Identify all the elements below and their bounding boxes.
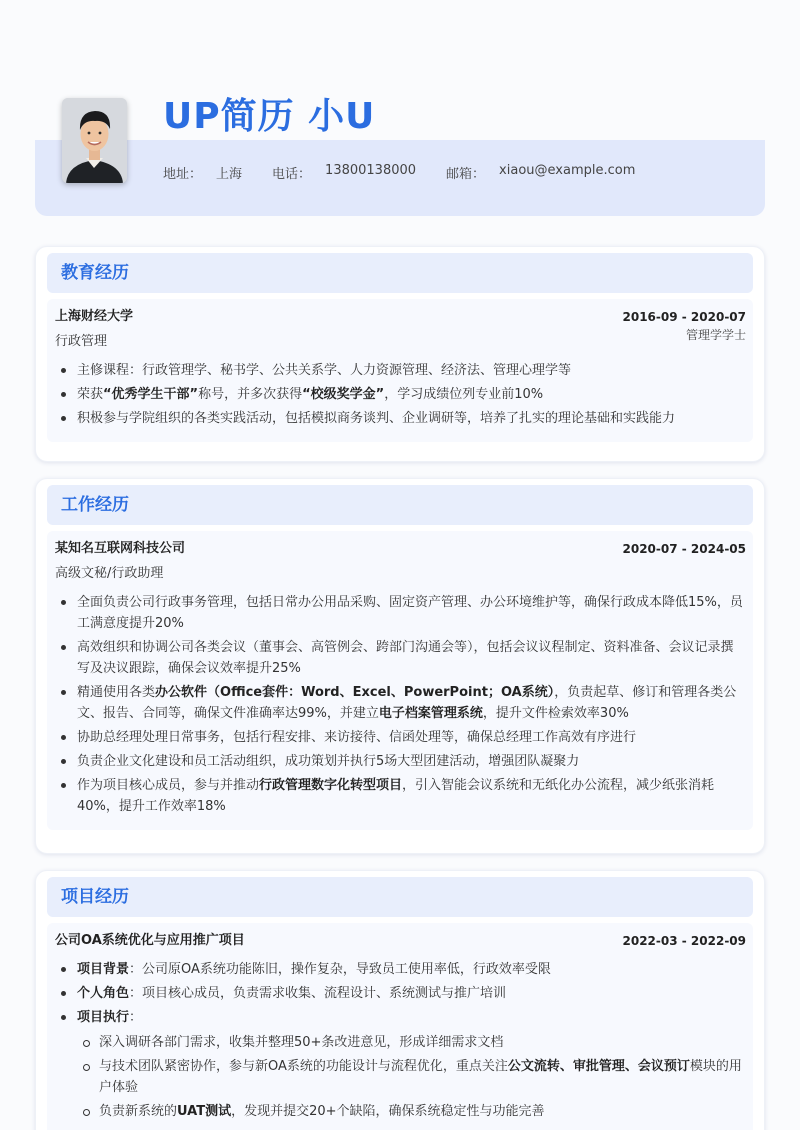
school-name: 上海财经大学 bbox=[55, 309, 134, 324]
list-item: 全面负责公司行政事务管理，包括日常办公用品采购、固定资产管理、办公环境维护等，确保行政成本降低15%，员工满意度提升20% bbox=[55, 592, 745, 634]
work-title: 工作经历 bbox=[47, 485, 753, 525]
project-bullets bbox=[55, 959, 745, 1122]
list-item: 高效组织和协调公司各类会议（董事会、高管例会、跨部门沟通会等），包括会议议程制定、资料准备、会议记录撰写及决议跟踪，确保会议效率提升25% bbox=[55, 637, 745, 679]
execution-colon: ： bbox=[129, 1010, 143, 1025]
list-item bbox=[55, 983, 745, 1004]
phone-label: 电话： bbox=[272, 167, 312, 182]
education-entry bbox=[47, 299, 753, 442]
list-item bbox=[55, 959, 745, 980]
list-item: 主修课程：行政管理学、秘书学、公共关系学、人力资源管理、经济法、管理心理学等 bbox=[55, 360, 745, 381]
work-date: 2020-07 - 2024-05 bbox=[622, 542, 746, 556]
list-item: 协助总经理处理日常事务，包括行程安排、来访接待、信函处理等，确保总经理工作高效有序进行 bbox=[55, 727, 745, 748]
role-label: 个人角色 bbox=[77, 986, 130, 1001]
list-item bbox=[55, 1007, 745, 1122]
education-bullets bbox=[55, 360, 745, 429]
project-entry bbox=[47, 923, 753, 1130]
project-section bbox=[35, 870, 765, 1130]
work-section bbox=[35, 478, 765, 854]
list-item: 精通使用各类办公软件（Office套件：Word、Excel、PowerPoint；OA系统），负责起草、修订和管理各类公文、报告、合同等，确保文件准确率达99%，并建立电子档案管理系统，提升文件检索效率30% bbox=[55, 682, 745, 724]
avatar-photo bbox=[62, 98, 127, 183]
position: 高级文秘/行政助理 bbox=[55, 566, 164, 581]
degree: 管理学学士 bbox=[685, 328, 746, 342]
background-text: ：公司原OA系统功能陈旧，操作复杂，导致员工使用率低，行政效率受限 bbox=[129, 962, 551, 977]
role-text: ：项目核心成员，负责需求收集、流程设计、系统测试与推广培训 bbox=[129, 986, 507, 1001]
address-label: 地址： bbox=[163, 167, 203, 182]
education-section bbox=[35, 246, 765, 462]
project-title: 项目经历 bbox=[47, 877, 753, 917]
list-item: 负责企业文化建设和员工活动组织，成功策划并执行5场大型团建活动，增强团队凝聚力 bbox=[55, 751, 745, 772]
work-bullets bbox=[55, 592, 745, 817]
list-item: 深入调研各部门需求，收集并整理50+条改进意见，形成详细需求文档 bbox=[77, 1032, 745, 1053]
major: 行政管理 bbox=[55, 334, 108, 349]
education-title: 教育经历 bbox=[47, 253, 753, 293]
list-item: 荣获“优秀学生干部”称号，并多次获得“校级奖学金”，学习成绩位列专业前10% bbox=[55, 384, 745, 405]
phone-value: 13800138000 bbox=[325, 163, 417, 178]
email-label: 邮箱： bbox=[446, 167, 486, 182]
work-entry bbox=[47, 531, 753, 830]
background-label: 项目背景 bbox=[77, 962, 130, 977]
execution-sublist bbox=[77, 1032, 745, 1122]
email-value: xiaou@example.com bbox=[499, 163, 636, 178]
education-date: 2016-09 - 2020-07 bbox=[622, 310, 746, 324]
contact-info bbox=[163, 163, 665, 182]
list-item: 负责新系统的UAT测试，发现并提交20+个缺陷，确保系统稳定性与功能完善 bbox=[77, 1101, 745, 1122]
avatar bbox=[62, 98, 127, 183]
list-item: 与技术团队紧密协作，参与新OA系统的功能设计与流程优化，重点关注公文流转、审批管理、会议预订模块的用户体验 bbox=[77, 1056, 745, 1098]
list-item: 积极参与学院组织的各类实践活动，包括模拟商务谈判、企业调研等，培养了扎实的理论基础和实践能力 bbox=[55, 408, 745, 429]
execution-label: 项目执行 bbox=[77, 1010, 130, 1025]
project-name: 公司OA系统优化与应用推广项目 bbox=[55, 933, 245, 948]
list-item: 作为项目核心成员，参与并推动行政管理数字化转型项目，引入智能会议系统和无纸化办公流程，减少纸张消耗40%，提升工作效率18% bbox=[55, 775, 745, 817]
candidate-name: UP简历 小U bbox=[163, 96, 376, 137]
address-value: 上海 bbox=[216, 167, 243, 182]
company-name: 某知名互联网科技公司 bbox=[55, 541, 186, 556]
project-date: 2022-03 - 2022-09 bbox=[622, 934, 746, 948]
